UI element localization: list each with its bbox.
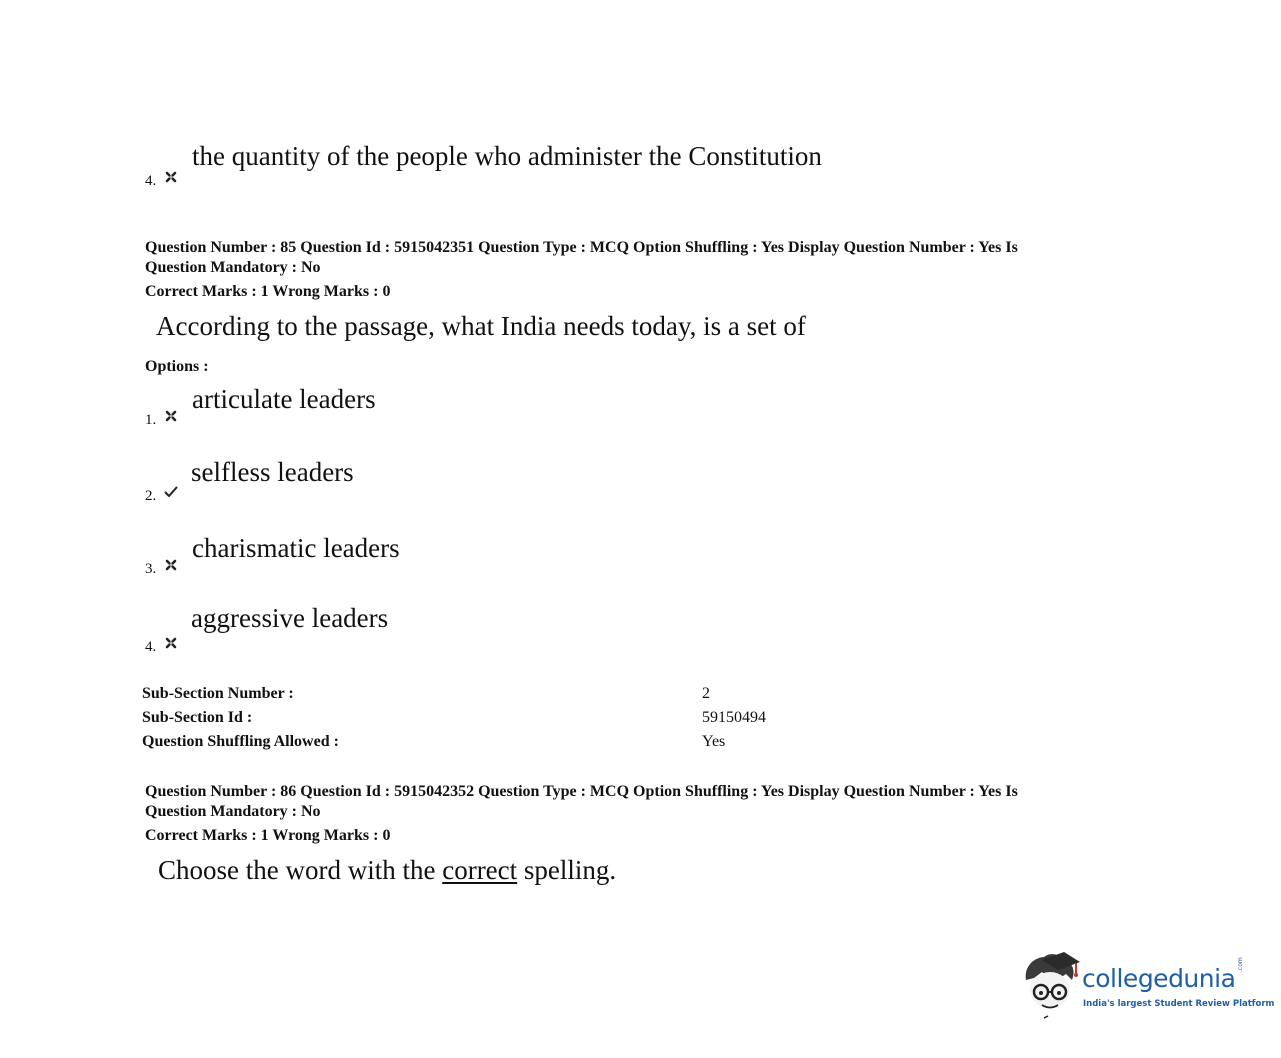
q85-option-4-text: aggressive leaders: [191, 603, 389, 633]
question-shuffling-value: Yes: [702, 733, 726, 750]
collegedunia-logo: [1020, 950, 1275, 1020]
check-icon: [164, 485, 178, 499]
q86-question-before: Choose the word with the: [158, 855, 443, 885]
q85-option-1-number: 1.: [145, 412, 157, 428]
q86-header-line2: Question Mandatory : No: [145, 803, 321, 820]
q85-option-3-number: 3.: [145, 561, 157, 577]
q85-option-4-number: 4.: [145, 639, 157, 655]
cross-icon: [164, 409, 178, 423]
q85-option-1-text: articulate leaders: [192, 384, 376, 414]
q85-option-2-text: selfless leaders: [191, 457, 354, 487]
q85-header-line1: Question Number : 85 Question Id : 5915042351 Question Type : MCQ Option Shuffling : Yes Display Question Number : Yes Is: [145, 239, 1018, 256]
cross-icon: [164, 558, 178, 572]
subsection-number-value: 2: [702, 685, 710, 702]
q84-option-4-number: 4.: [145, 173, 157, 189]
q86-question-underlined: correct: [442, 855, 518, 885]
cross-icon: [164, 636, 178, 650]
q85-header-line2: Question Mandatory : No: [145, 259, 321, 276]
q86-question-after: spelling.: [517, 855, 617, 885]
q86-marks: Correct Marks : 1 Wrong Marks : 0: [145, 827, 391, 844]
mascot-icon: [1020, 950, 1082, 1020]
subsection-id-label: Sub-Section Id :: [142, 709, 253, 726]
q85-option-2-number: 2.: [145, 488, 157, 504]
q85-question-text: According to the passage, what India needs today, is a set of: [156, 311, 806, 341]
q86-question-text: [158, 854, 616, 886]
q85-marks: Correct Marks : 1 Wrong Marks : 0: [145, 283, 391, 300]
q84-option-4-text: the quantity of the people who administer the Constitution: [192, 141, 822, 171]
cross-icon: [164, 170, 178, 184]
subsection-id-value: 59150494: [702, 709, 766, 726]
logo-suffix: .com: [1237, 957, 1244, 972]
subsection-number-label: Sub-Section Number :: [142, 685, 294, 702]
logo-tagline: India's largest Student Review Platform: [1083, 999, 1275, 1009]
q86-header-line1: Question Number : 86 Question Id : 5915042352 Question Type : MCQ Option Shuffling : Yes Display Question Number : Yes Is: [145, 783, 1018, 800]
logo-wordmark: collegedunia: [1082, 964, 1236, 993]
q85-options-label: Options :: [145, 358, 209, 375]
question-shuffling-label: Question Shuffling Allowed :: [142, 733, 339, 750]
q85-option-3-text: charismatic leaders: [192, 533, 400, 563]
